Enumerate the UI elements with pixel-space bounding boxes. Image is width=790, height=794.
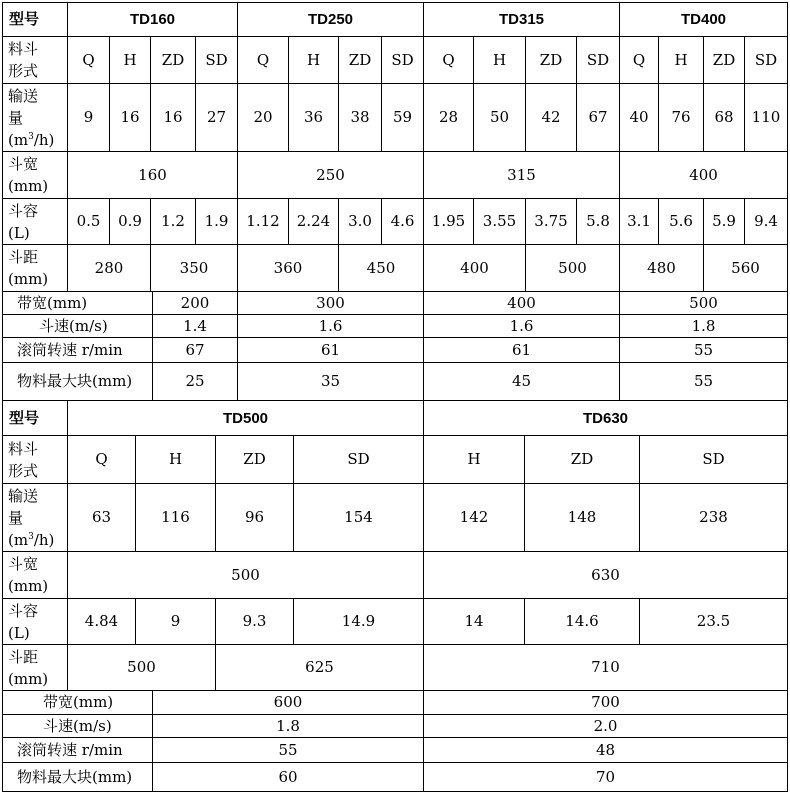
model-label: 型号 (9, 409, 40, 427)
drum-speed-label: 滚筒转速 r/min (17, 740, 123, 759)
bucket-pitch-cell: 500 (127, 658, 156, 676)
model-td160: TD160 (129, 11, 176, 28)
bucket-volume-label: 斗容 (L) (8, 601, 39, 642)
bucket-volume-cell: 4.84 (84, 612, 119, 630)
model-td400: TD400 (680, 11, 727, 28)
bucket-type-cell: SD (754, 50, 778, 69)
drum-speed-cell: 61 (320, 340, 341, 359)
bucket-volume-cell: 4.6 (390, 212, 415, 230)
bucket-volume-cell: 9.3 (242, 612, 267, 630)
capacity-cell: 9 (83, 108, 94, 126)
bucket-width-cell: 400 (689, 165, 718, 184)
belt-width-cell: 500 (689, 293, 718, 312)
bucket-volume-cell: 3.55 (482, 212, 517, 230)
bucket-type-cell: Q (95, 450, 108, 468)
capacity-cell: 148 (567, 508, 597, 526)
bucket-volume-cell: 14 (464, 612, 484, 630)
bucket-type-label: 料斗 形式 (8, 439, 39, 480)
belt-width-cell: 200 (180, 293, 210, 312)
bucket-speed-cell: 1.4 (183, 316, 207, 335)
bucket-pitch-cell: 450 (366, 258, 396, 277)
bucket-pitch-label: 斗距 (mm) (8, 248, 49, 288)
bucket-volume-cell: 14.6 (565, 612, 599, 630)
bucket-type-cell: SD (347, 450, 370, 468)
bucket-volume-cell: 14.9 (341, 612, 376, 630)
belt-width-label: 带宽(mm) (43, 693, 114, 711)
belt-width-label: 带宽(mm) (17, 293, 88, 312)
bucket-pitch-cell: 360 (273, 258, 303, 277)
bucket-volume-cell: 3.75 (534, 212, 568, 230)
bucket-volume-cell: 5.9 (712, 212, 736, 230)
bucket-type-cell: H (467, 450, 481, 468)
bucket-speed-cell: 1.8 (276, 716, 300, 735)
capacity-cell: 27 (206, 108, 227, 126)
capacity-cell: 116 (161, 508, 190, 526)
bucket-type-cell: Q (632, 50, 646, 69)
capacity-cell: 154 (344, 508, 373, 526)
drum-speed-cell: 55 (693, 340, 714, 359)
bucket-type-cell: SD (702, 450, 725, 468)
capacity-cell: 16 (120, 108, 140, 126)
max-lump-cell: 45 (511, 372, 532, 390)
bucket-type-cell: H (492, 50, 507, 69)
capacity-cell: 50 (489, 108, 510, 126)
bucket-width-cell: 315 (507, 165, 536, 184)
max-lump-cell: 25 (185, 372, 205, 390)
bucket-volume-cell: 1.9 (204, 212, 229, 230)
bucket-volume-cell: 9 (170, 612, 181, 630)
belt-width-cell: 700 (591, 693, 620, 711)
bucket-volume-label: 斗容 (L) (8, 201, 39, 242)
bucket-pitch-label: 斗距 (mm) (8, 647, 49, 688)
capacity-label: 输送 量 $(m^3/h)$ (8, 486, 55, 549)
bucket-pitch-cell: 350 (179, 258, 209, 277)
drum-speed-cell: 61 (511, 340, 532, 359)
bucket-pitch-cell: 480 (647, 258, 676, 277)
capacity-cell: 28 (438, 108, 459, 126)
capacity-cell: 96 (244, 508, 265, 526)
bucket-volume-cell: 0.9 (118, 212, 142, 230)
bucket-type-cell: ZD (712, 50, 736, 69)
bucket-pitch-cell: 400 (460, 258, 489, 277)
drum-speed-cell: 48 (595, 740, 616, 759)
capacity-cell: 110 (751, 108, 781, 126)
bucket-pitch-cell: 500 (558, 258, 587, 277)
bucket-width-cell: 160 (138, 165, 167, 184)
bucket-speed-label: 斗速(m/s) (39, 316, 108, 335)
bucket-type-cell: H (123, 50, 137, 69)
bucket-type-cell: ZD (539, 50, 563, 69)
capacity-cell: 67 (588, 108, 608, 126)
drum-speed-cell: 55 (278, 740, 298, 759)
belt-width-cell: 300 (316, 293, 345, 312)
capacity-cell: 68 (714, 108, 734, 126)
bucket-type-cell: ZD (570, 450, 594, 468)
bucket-volume-cell: 3.1 (627, 212, 651, 230)
bucket-volume-cell: 1.95 (431, 212, 466, 230)
bucket-type-cell: ZD (348, 50, 372, 69)
drum-speed-label: 滚筒转速 r/min (17, 340, 123, 359)
bucket-volume-cell: 1.12 (246, 212, 280, 230)
capacity-cell: 76 (671, 108, 691, 126)
bucket-pitch-cell: 280 (94, 258, 124, 277)
model-label: 型号 (9, 11, 40, 28)
bucket-volume-cell: 9.4 (754, 212, 778, 230)
bucket-type-cell: Q (442, 50, 455, 69)
model-td250: TD250 (307, 11, 354, 28)
max-lump-cell: 35 (320, 372, 341, 390)
capacity-cell: 36 (303, 108, 324, 126)
max-lump-label: 物料最大块(mm) (17, 767, 133, 786)
bucket-pitch-cell: 710 (591, 658, 620, 676)
bucket-type-cell: H (306, 50, 321, 69)
bucket-speed-cell: 1.8 (691, 316, 716, 335)
drum-speed-cell: 67 (185, 340, 205, 359)
bucket-width-label: 斗宽 (mm) (8, 555, 49, 595)
bucket-speed-cell: 2.0 (593, 716, 618, 735)
bucket-speed-cell: 1.6 (318, 316, 343, 335)
bucket-type-cell: H (674, 50, 688, 69)
bucket-width-label: 斗宽 (mm) (8, 155, 49, 195)
max-lump-label: 物料最大块(mm) (17, 372, 133, 390)
bucket-volume-cell: 1.2 (161, 212, 185, 230)
capacity-cell: 142 (459, 508, 489, 526)
max-lump-cell: 70 (595, 767, 616, 786)
bucket-type-cell: ZD (243, 450, 266, 468)
model-td315: TD315 (498, 11, 545, 28)
capacity-cell: 42 (541, 108, 561, 126)
max-lump-cell: 55 (693, 372, 714, 390)
bucket-type-cell: ZD (161, 50, 185, 69)
model-td630: TD630 (582, 409, 629, 427)
capacity-cell: 59 (392, 108, 413, 126)
bucket-type-label: 料斗 形式 (8, 40, 39, 80)
bucket-type-cell: H (168, 450, 183, 468)
belt-width-cell: 400 (507, 293, 536, 312)
bucket-pitch-cell: 560 (731, 258, 760, 277)
capacity-cell: 40 (629, 108, 649, 126)
bucket-volume-cell: 5.8 (586, 212, 610, 230)
bucket-volume-cell: 3.0 (348, 212, 372, 230)
bucket-volume-cell: 5.6 (669, 212, 693, 230)
max-lump-cell: 60 (278, 767, 298, 786)
bucket-pitch-cell: 625 (305, 658, 334, 676)
belt-width-cell: 600 (273, 693, 303, 711)
bucket-speed-cell: 1.6 (509, 316, 534, 335)
bucket-width-cell: 250 (316, 165, 345, 184)
bucket-type-cell: SD (205, 50, 228, 69)
capacity-cell: 63 (91, 508, 112, 526)
capacity-cell: 238 (699, 508, 728, 526)
bucket-width-cell: 500 (231, 565, 260, 584)
capacity-label: 输送 量 $(m^3/h)$ (8, 86, 55, 149)
capacity-cell: 20 (253, 108, 273, 126)
capacity-cell: 38 (350, 108, 370, 126)
bucket-volume-cell: 23.5 (696, 612, 731, 630)
bucket-type-cell: SD (586, 50, 610, 69)
capacity-cell: 16 (163, 108, 183, 126)
bucket-width-cell: 630 (591, 565, 620, 584)
bucket-speed-label: 斗速(m/s) (43, 716, 112, 735)
bucket-type-cell: SD (391, 50, 414, 69)
bucket-volume-cell: 2.24 (296, 212, 331, 230)
model-td500: TD500 (222, 409, 269, 427)
bucket-type-cell: Q (256, 50, 270, 69)
bucket-volume-cell: 0.5 (76, 212, 101, 230)
bucket-type-cell: Q (82, 50, 95, 69)
